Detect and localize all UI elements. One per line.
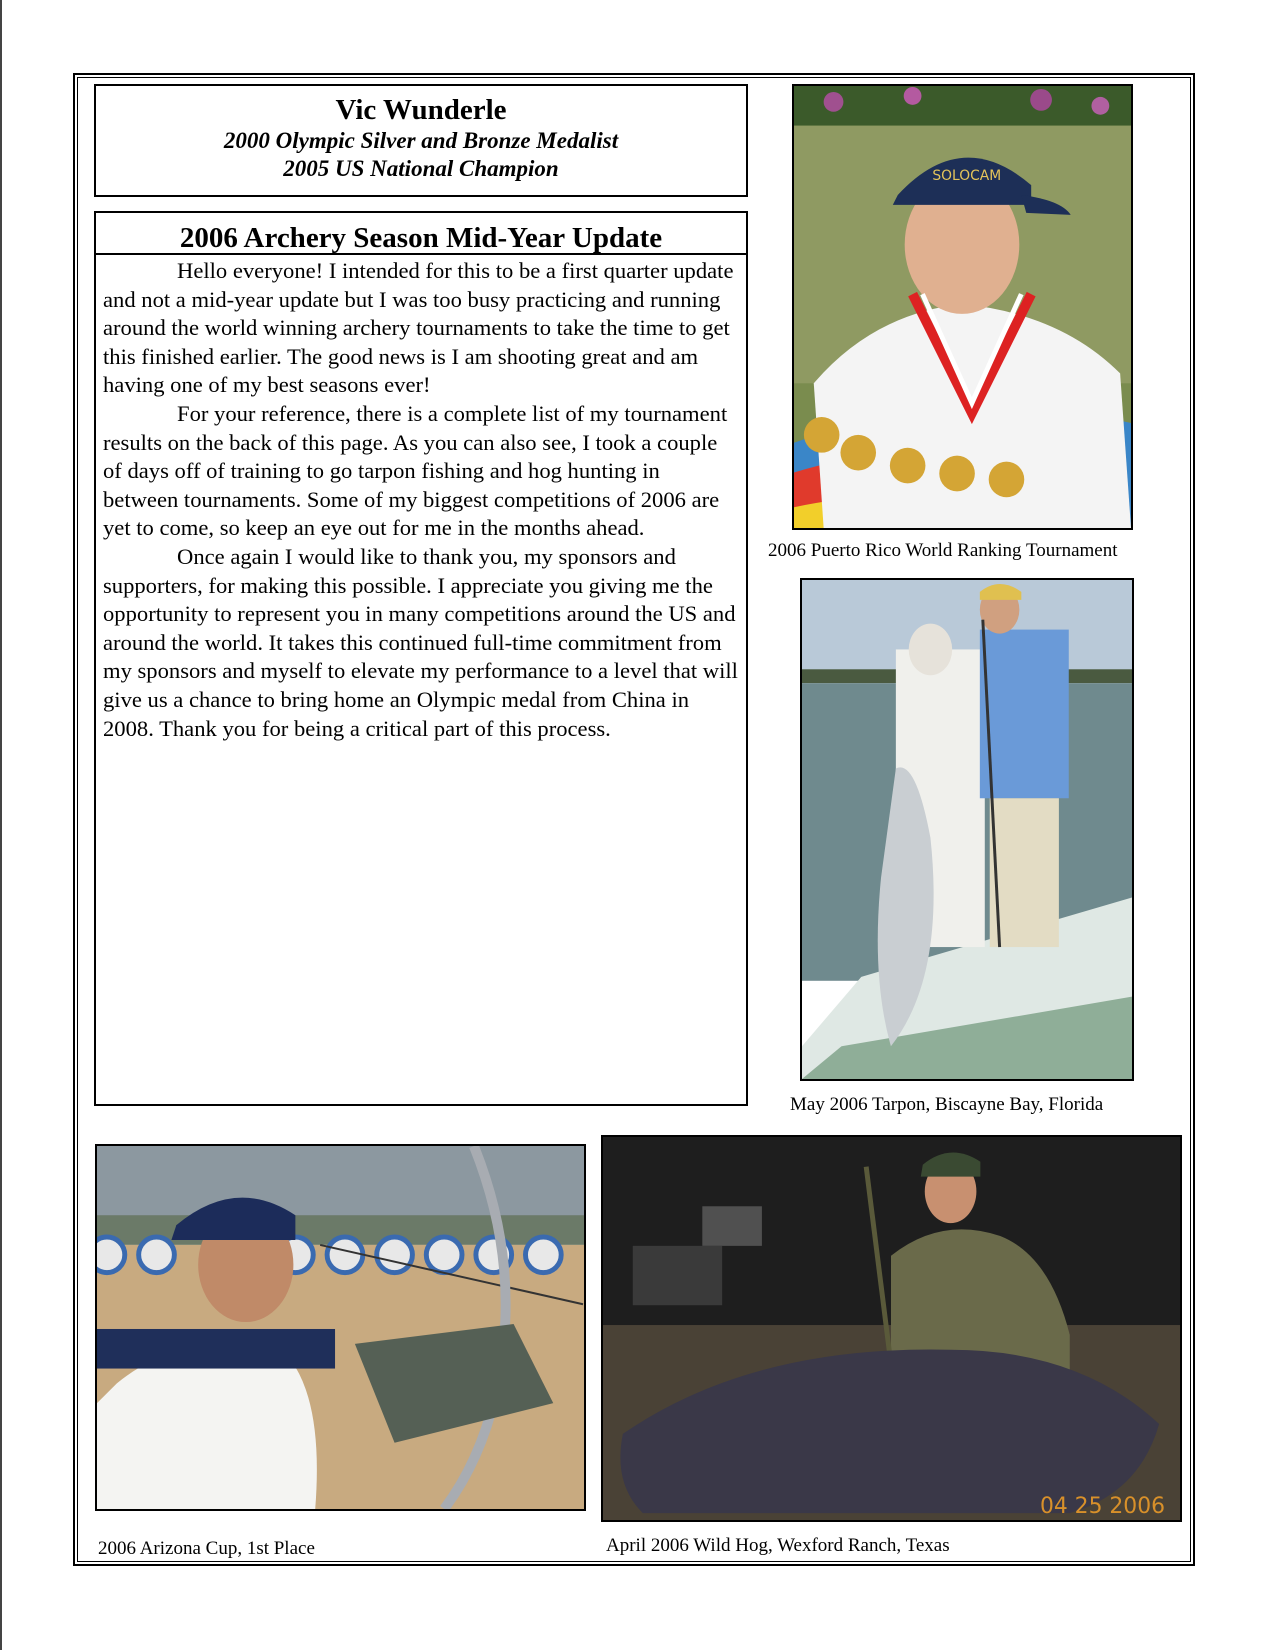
article-paragraph: Once again I would like to thank you, my sponsors and supporters, for making this possible. I appreciate you giving me the opportunity to represent you in many competitions around the US and around the world. It takes this continued full-time commitment from my sponsors and myself to elevate my performance to a level that will give us a chance to bring home an Olympic medal from China in 2008. Thank you for being a critical part of this process. — [103, 543, 738, 741]
article-box — [94, 211, 748, 1106]
cap-logo-text: SOLOCAM — [932, 168, 1002, 185]
caption-puerto-rico: 2006 Puerto Rico World Ranking Tournament — [768, 540, 1118, 561]
header-subtitle-olympic: 2000 Olympic Silver and Bronze Medalist — [223, 128, 619, 153]
photo-puerto-rico-medals — [792, 84, 1133, 530]
photo-wild-hog — [601, 1135, 1182, 1522]
caption-tarpon: May 2006 Tarpon, Biscayne Bay, Florida — [790, 1094, 1104, 1115]
photo-date-stamp: 04 25 2006 — [1039, 1494, 1166, 1520]
article-paragraph: Hello everyone! I intended for this to be a first quarter update and not a mid-year update but I was too busy practicing and running around the world winning archery tournaments to take the time to get this finished earlier. The good news is I am shooting great and am having one of my best seasons ever! — [103, 258, 734, 398]
photo-tarpon-fishing — [800, 578, 1134, 1081]
header-subtitle-national: 2005 US National Champion — [283, 156, 559, 181]
header-box — [94, 84, 748, 197]
article-title: 2006 Archery Season Mid-Year Update — [96, 213, 746, 255]
article-body — [96, 255, 746, 743]
photo-arizona-cup — [95, 1144, 586, 1511]
athlete-name: Vic Wunderle — [335, 94, 507, 126]
page-edge — [0, 0, 2, 1650]
article-paragraph: For your reference, there is a complete list of my tournament results on the back of this page. As you can also see, I took a couple of days off of training to go tarpon fishing and hog hunting in between tournaments. Some of my biggest competitions of 2006 are yet to come, so keep an eye out for me in the months ahead. — [103, 400, 728, 541]
caption-wild-hog: April 2006 Wild Hog, Wexford Ranch, Texas — [606, 1535, 950, 1556]
caption-arizona: 2006 Arizona Cup, 1st Place — [98, 1538, 315, 1559]
